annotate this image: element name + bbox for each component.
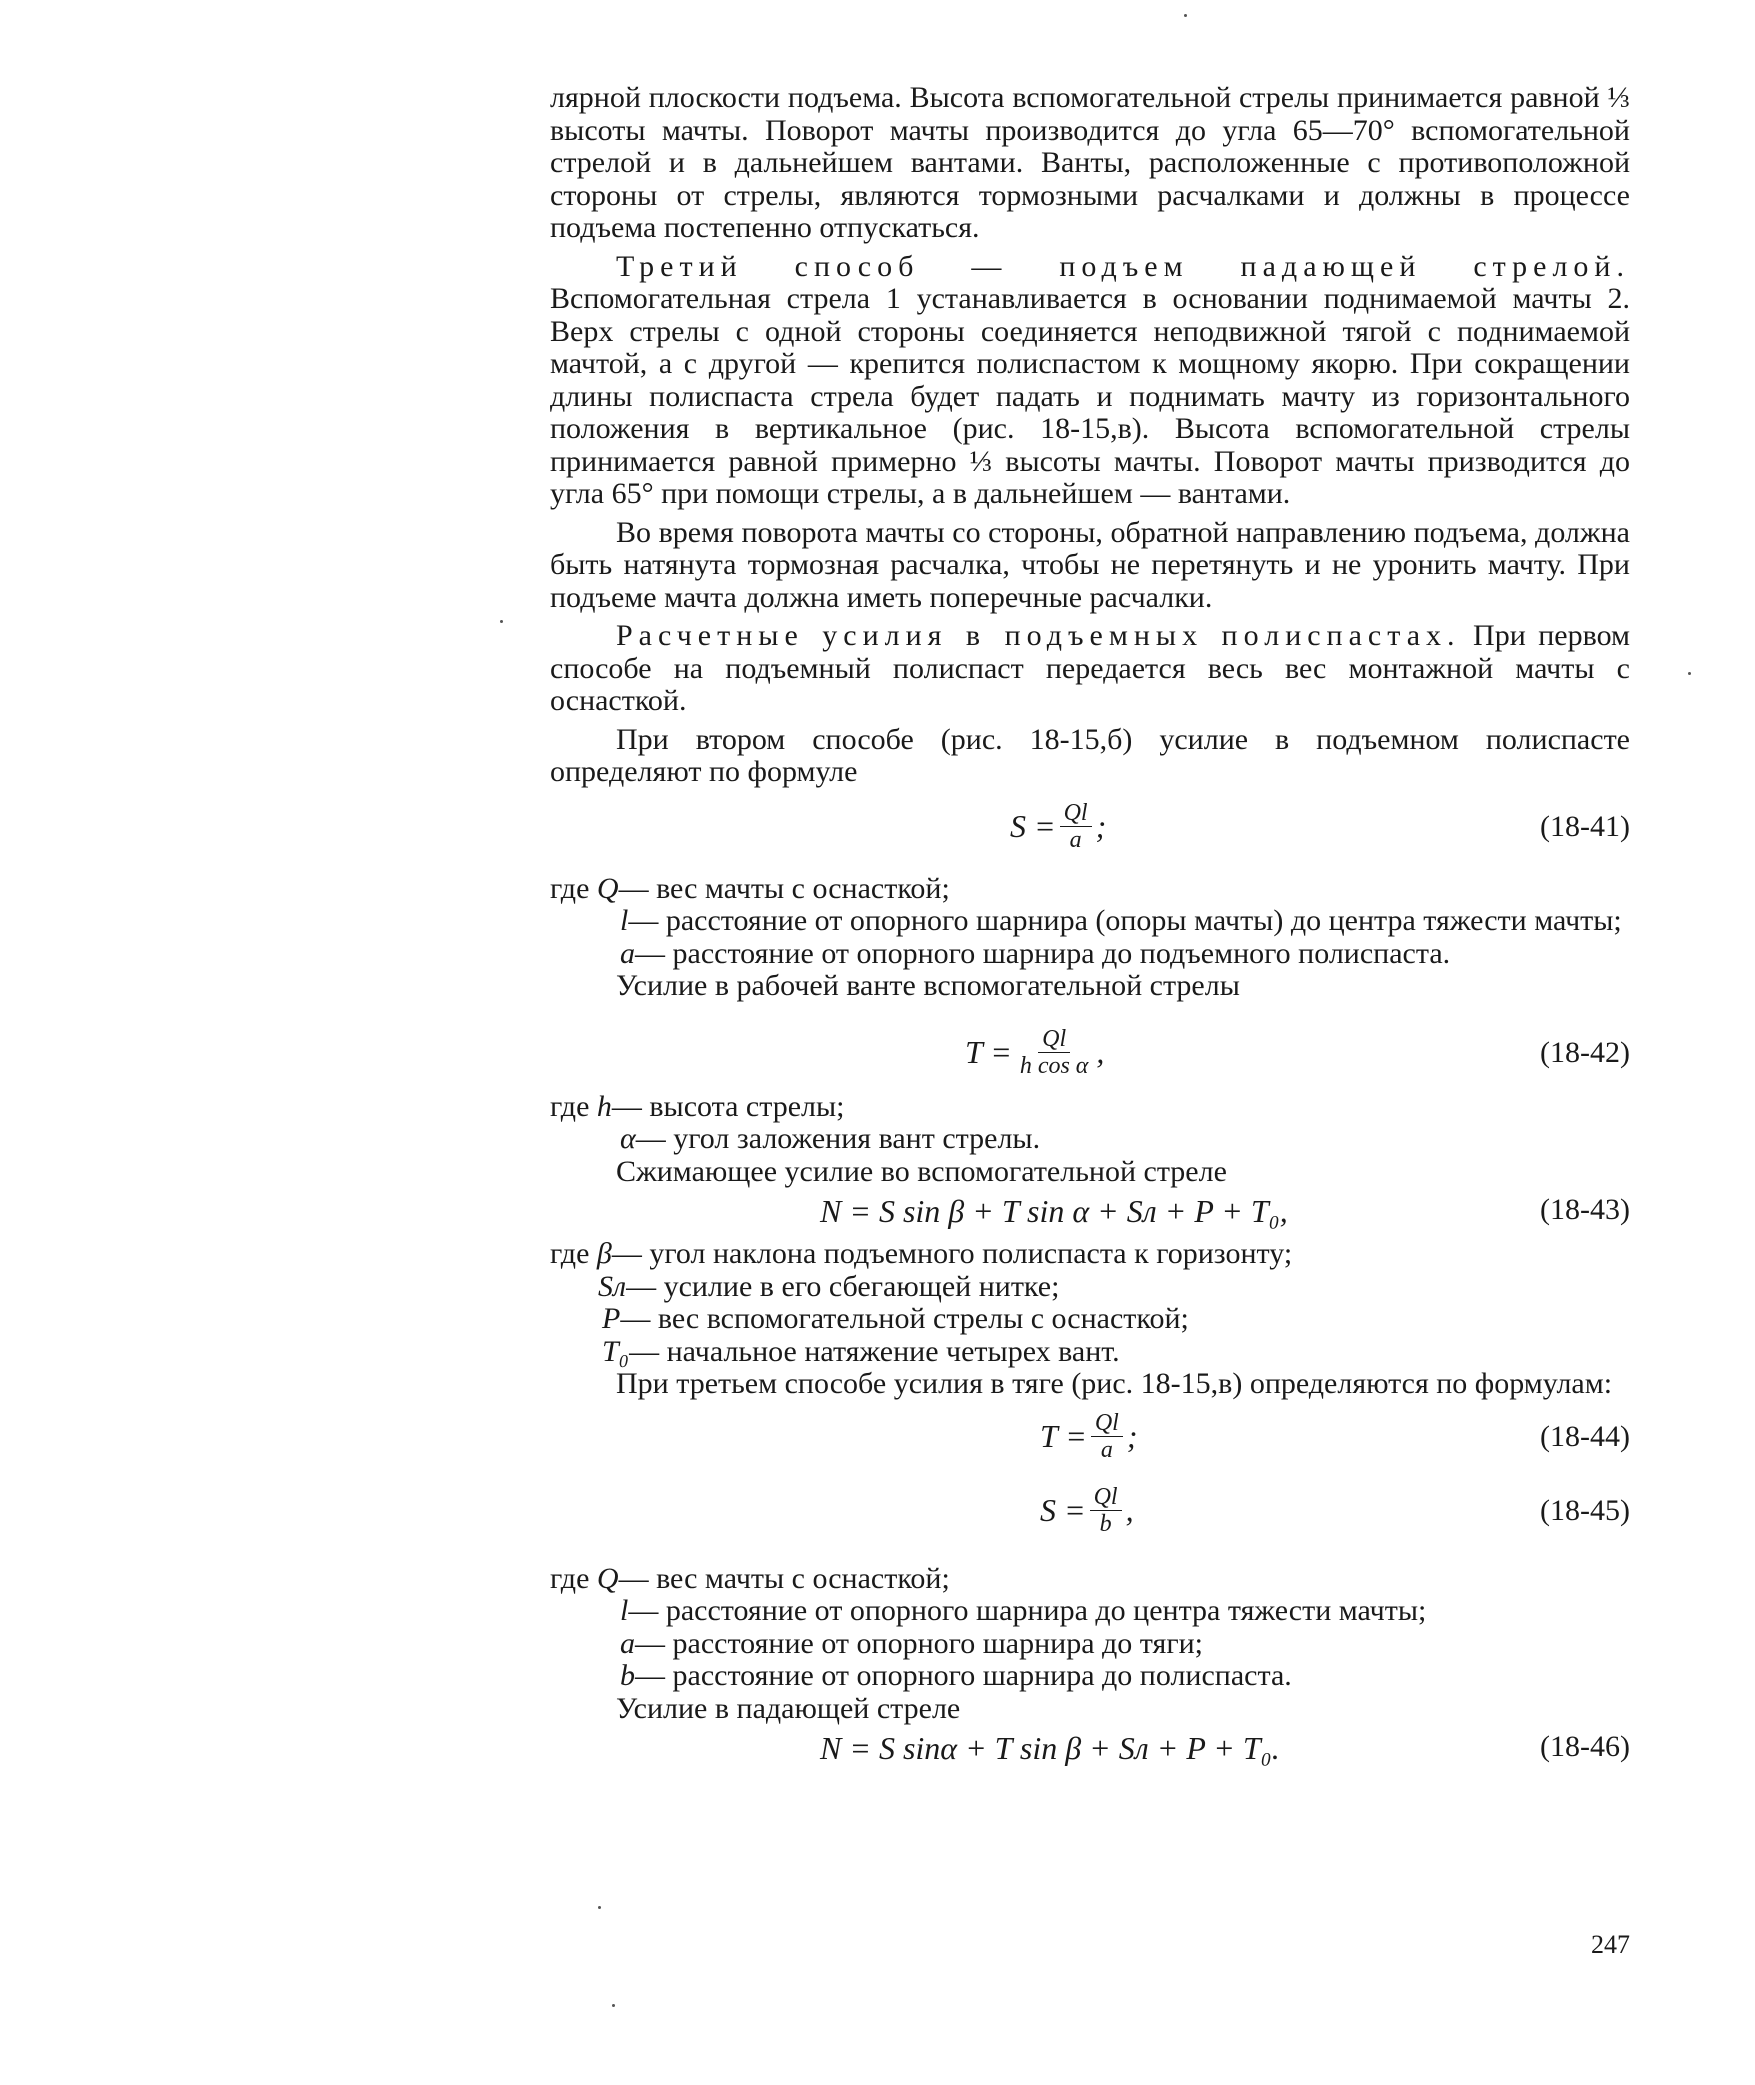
symbol: h — [596, 1089, 612, 1123]
symbol: a — [620, 1626, 635, 1660]
definitions-list — [550, 1238, 1630, 1368]
equation-tail: , — [1096, 1034, 1105, 1071]
definition-text: — вес мачты с оснасткой; — [618, 1561, 950, 1595]
equation-number: (18-45) — [1540, 1493, 1630, 1527]
definition-row — [550, 1660, 1630, 1693]
paragraph: Усилие в падающей стреле — [616, 1691, 961, 1725]
equation-expression: N = S sin β + T sin α + Sл + P + T₀, — [820, 1192, 1288, 1229]
where-label: где — [550, 871, 590, 905]
definition-row — [550, 1303, 1630, 1336]
symbol: α — [620, 1122, 636, 1155]
equation-tail: ; — [1126, 1418, 1138, 1455]
denominator: a — [1069, 827, 1082, 853]
symbol: l — [620, 904, 629, 937]
page-number: 247 — [1591, 1930, 1630, 1959]
equation-18-45 — [550, 1481, 1630, 1541]
numerator: Ql — [1091, 1410, 1123, 1437]
section-heading: Расчетные усилия в подъемных полиспастах. — [616, 619, 1461, 652]
fraction — [1091, 1410, 1123, 1463]
denominator: h cos α — [1019, 1053, 1089, 1079]
definition-text: — начальное натяжение четырех вант. — [629, 1334, 1120, 1368]
equation-18-43 — [550, 1188, 1630, 1234]
equation-lhs: T = — [965, 1034, 1012, 1071]
scan-speck — [612, 2004, 615, 2007]
definition-row — [550, 905, 1630, 938]
scan-speck — [1688, 672, 1691, 675]
numerator: Ql — [1090, 1484, 1122, 1511]
symbol: Sл — [598, 1269, 627, 1303]
denominator: b — [1099, 1511, 1112, 1537]
definition-row — [550, 1628, 1630, 1661]
paragraph: Во время поворота мачты со стороны, обратной направлению подъема, должна быть натянута тормозная расчалка, чтобы не перетянуть и не уронить мачту. При подъеме мачта должна иметь поперечные расчалки. — [550, 515, 1630, 614]
equation-18-41 — [550, 797, 1630, 857]
paragraph: Сжимающее усилие во вспомогательной стреле — [616, 1154, 1227, 1188]
fraction — [1016, 1026, 1093, 1079]
equation-number: (18-41) — [1540, 809, 1630, 843]
definition-text: — усилие в его сбегающей нитке; — [626, 1269, 1060, 1303]
definition-text: — вес вспомогательной стрелы с оснасткой; — [620, 1302, 1189, 1335]
definition-text: — расстояние от опорного шарнира до подъемного полиспаста. — [635, 936, 1451, 970]
equation-18-46 — [550, 1725, 1630, 1771]
definition-row — [550, 1595, 1630, 1628]
section-heading: Третий способ — подъем падающей стрелой. — [616, 249, 1630, 283]
paragraph: При втором способе (рис. 18-15,б) усилие в подъемном полиспасте определяют по формуле — [550, 722, 1630, 788]
equation-number: (18-44) — [1540, 1419, 1630, 1453]
definition-row — [550, 938, 1630, 971]
definitions-list — [550, 873, 1630, 971]
definition-text: — угол наклона подъемного полиспаста к горизонту; — [611, 1237, 1293, 1270]
symbol: a — [620, 936, 635, 970]
scan-speck — [500, 620, 503, 623]
paragraph: Усилие в рабочей ванте вспомогательной стрелы — [616, 969, 1240, 1002]
fraction — [1060, 800, 1092, 853]
paragraph: При третьем способе усилия в тяге (рис. 18-15,в) определяются по формулам: — [616, 1367, 1613, 1400]
paragraph-text: Вспомогательная стрела 1 устанавливается в основании поднимаемой мачты 2. Верх стрелы с одной стороны соединяется неподвижной тягой с поднимаемой мачтой, а с другой — крепится полиспастом к мощному якорю. При сокращении длины полиспаста стрела будет падать и поднимать мачту из горизонтального положения в вертикальное (рис. 18-15,в). Высота вспомогательной стрелы принимается равной примерно ⅓ высоты мачты. Поворот мачты призводится до угла 65° при помощи стрелы, а в дальнейшем — вантами. — [550, 282, 1630, 510]
symbol: β — [596, 1237, 612, 1270]
where-label: где — [550, 1089, 590, 1123]
paragraph — [550, 251, 1630, 511]
definition-row — [550, 1123, 1630, 1156]
numerator: Ql — [1060, 800, 1092, 827]
equation-tail: , — [1125, 1492, 1134, 1529]
equation-tail: ; — [1095, 808, 1107, 845]
paragraph: лярной плоскости подъема. Высота вспомогательной стрелы принимается равной ⅓ высоты мачты. Поворот мачты производится до угла 65—70° вспомогательной стрелой и в дальнейшем вантами. Ванты, расположенные с противоположной стороны от стрелы, являются тормозными расчалками и должны в процессе подъема постепенно отпускаться. — [550, 81, 1630, 244]
equation-number: (18-43) — [1540, 1193, 1630, 1226]
definition-row — [550, 1091, 1630, 1124]
definition-text: — вес мачты с оснасткой; — [618, 871, 950, 905]
definitions-list — [550, 1091, 1630, 1156]
symbol: T₀ — [602, 1334, 630, 1368]
paragraph — [550, 620, 1630, 718]
where-label: где — [550, 1561, 590, 1595]
equation-number: (18-42) — [1540, 1035, 1630, 1069]
definition-text: — расстояние от опорного шарнира (опоры мачты) до центра тяжести мачты; — [628, 904, 1622, 937]
symbol: P — [602, 1302, 621, 1335]
definition-text: — высота стрелы; — [611, 1089, 845, 1123]
denominator: a — [1100, 1437, 1113, 1463]
equation-18-42 — [550, 1023, 1630, 1083]
symbol: Q — [596, 871, 619, 905]
definition-row — [550, 1336, 1630, 1369]
numerator: Ql — [1038, 1026, 1070, 1053]
equation-lhs: S = — [1010, 808, 1056, 845]
scan-speck — [598, 1906, 601, 1909]
definition-text: — расстояние от опорного шарнира до тяги; — [635, 1626, 1204, 1660]
definition-text: — расстояние от опорного шарнира до полиспаста. — [635, 1659, 1292, 1692]
definition-row — [550, 1563, 1630, 1596]
where-label: где — [550, 1237, 590, 1270]
definitions-list — [550, 1563, 1630, 1693]
equation-lhs: S = — [1040, 1492, 1086, 1529]
symbol: Q — [596, 1561, 619, 1595]
definition-text: — угол заложения вант стрелы. — [635, 1122, 1041, 1155]
definition-row — [550, 1238, 1630, 1271]
paragraph-text: При первом способе на подъемный полиспаст передается весь вес монтажной мачты с оснасткой. — [550, 619, 1630, 717]
definition-row — [550, 873, 1630, 906]
fraction — [1090, 1484, 1122, 1537]
equation-18-44 — [550, 1407, 1630, 1467]
scan-speck — [1184, 14, 1187, 17]
definition-text: — расстояние от опорного шарнира до центра тяжести мачты; — [628, 1594, 1427, 1627]
equation-expression: N = S sinα + T sin β + Sл + P + T₀. — [820, 1729, 1280, 1766]
symbol: b — [620, 1659, 635, 1692]
symbol: l — [620, 1594, 629, 1627]
text-column — [550, 82, 1630, 1771]
equation-number: (18-46) — [1540, 1730, 1630, 1763]
equation-lhs: T = — [1040, 1418, 1087, 1455]
definition-row — [550, 1271, 1630, 1304]
